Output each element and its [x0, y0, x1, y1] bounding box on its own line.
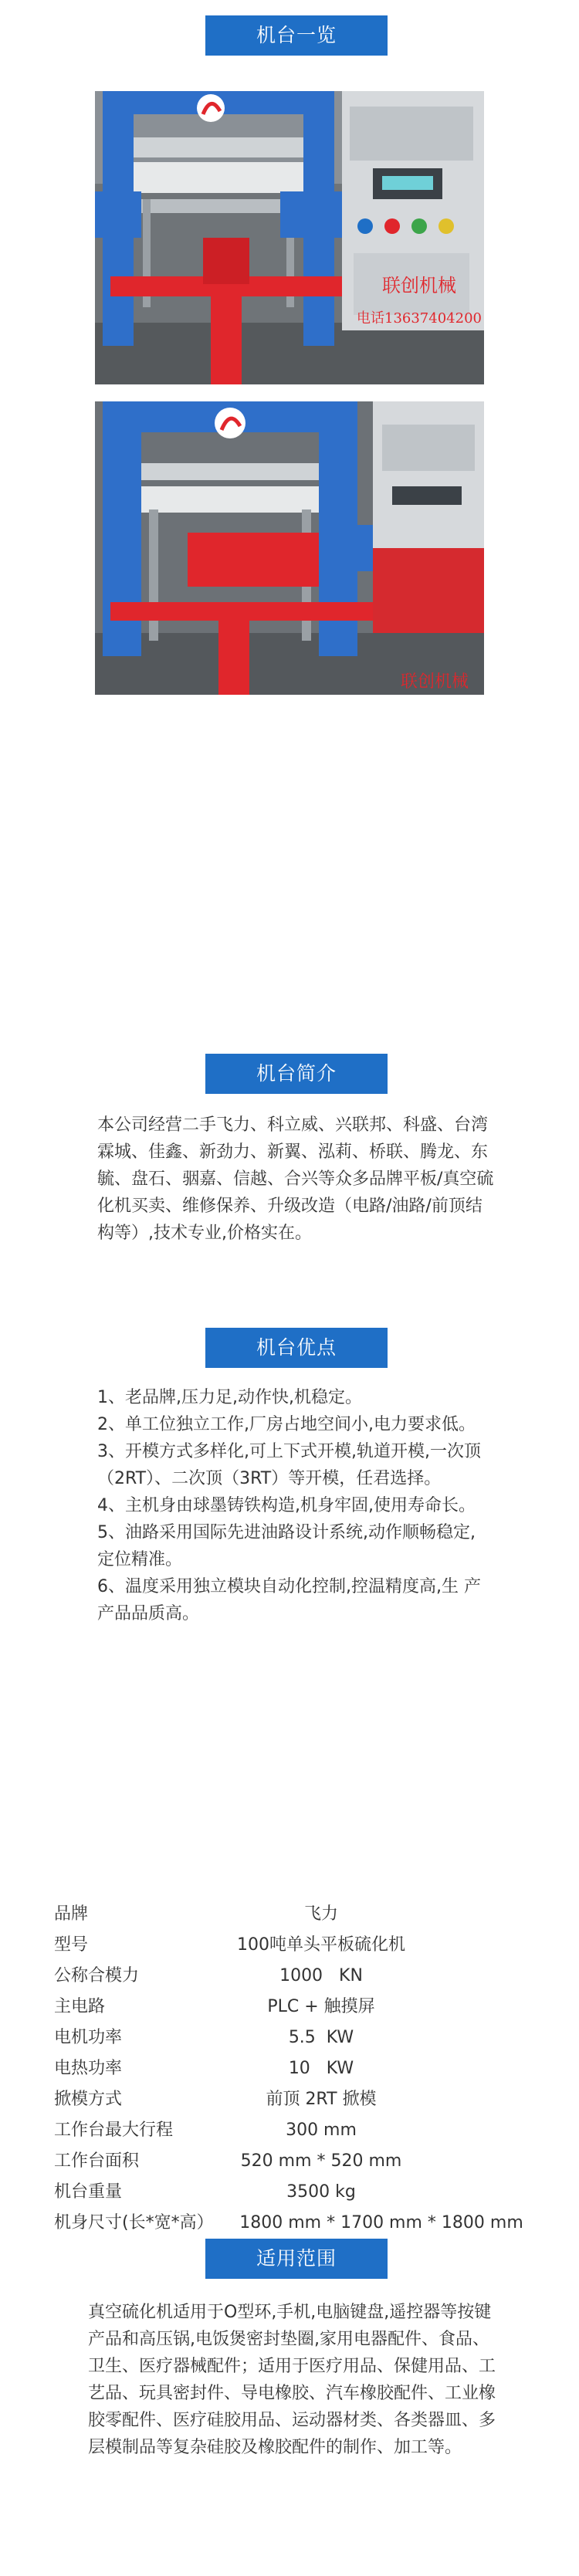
section-header-advantages: [205, 1328, 388, 1368]
machine-photo-1: [95, 91, 484, 384]
spec-label: 机身尺寸(长*宽*高）: [54, 2213, 214, 2232]
spec-value: 100吨单头平板硫化机: [237, 1935, 405, 1955]
spec-label: 电机功率: [54, 2028, 123, 2047]
spec-label: 工作台最大行程: [54, 2121, 174, 2140]
spec-label: 品牌: [54, 1904, 89, 1924]
advantage-item-5: 5、油路采用国际先进油路设计系统,动作顺畅稳定,定位精准。: [97, 1523, 476, 1569]
spec-label: 主电路: [54, 1997, 106, 2016]
spec-value: 10 KW: [288, 2059, 354, 2078]
spec-row-max-stroke: [54, 2115, 571, 2146]
spec-row-mold-opening: [54, 2084, 571, 2115]
advantages-list: [97, 1384, 491, 1627]
section-header-intro: [205, 1054, 388, 1094]
spec-value: 300 mm: [286, 2121, 357, 2140]
spec-value: 前顶 2RT 掀模: [266, 2090, 377, 2109]
spec-value: 飞力: [303, 1904, 339, 1924]
spec-value: 5.5 KW: [288, 2028, 354, 2047]
advantage-item-4: 4、主机身由球墨铸铁构造,机身牢固,使用寿命长。: [97, 1496, 476, 1515]
section-title-advantages: 机台优点: [256, 1336, 337, 1359]
spec-value: 1800 mm * 1700 mm * 1800 mm: [239, 2213, 523, 2232]
spec-label: 公称合模力: [54, 1966, 140, 1985]
intro-text: 本公司经营二手飞力、科立威、兴联邦、科盛、台湾霖城、佳鑫、新劲力、新翼、泓莉、桥联、腾龙、东毓、盘石、骃嘉、信越、合兴等众多品牌平板/真空硫化机买卖、维修保养、升级改造（电路/油路/前顶结构等）,技术专业,价格实在。: [97, 1115, 494, 1243]
spec-row-clamping-force: [54, 1961, 571, 1992]
intro-paragraph: [97, 1112, 499, 1247]
advantage-item-6: 6、温度采用独立模块自动化控制,控温精度高,生 产产品品质高。: [97, 1577, 481, 1623]
spec-label: 掀模方式: [54, 2090, 123, 2109]
scope-paragraph: [88, 2299, 497, 2461]
spec-table: [54, 1899, 571, 2239]
spec-row-heating-power: [54, 2053, 571, 2084]
section-header-overview: [205, 15, 388, 56]
spec-value: 3500 kg: [286, 2182, 356, 2202]
section-title-scope: 适用范围: [256, 2247, 337, 2270]
section-title-intro: 机台简介: [256, 1062, 337, 1085]
spec-row-motor-power: [54, 2023, 571, 2053]
advantage-item-3: 3、开模方式多样化,可上下式开模,轨道开模,一次顶（2RT）、二次顶（3RT）等开模，任君选择。: [97, 1442, 481, 1488]
spec-row-dimensions: [54, 2208, 571, 2239]
spec-label: 型号: [54, 1935, 89, 1955]
spec-row-platen-area: [54, 2146, 571, 2177]
spec-row-model: [54, 1930, 571, 1961]
scope-text: 真空硫化机适用于O型环,手机,电脑键盘,遥控器等按键产品和高压锅,电饭煲密封垫圈,家用电器配件、食品、卫生、医疗器械配件；适用于医疗用品、保健用品、工艺品、玩具密封件、导电橡胶、汽车橡胶配件、工业橡胶零配件、医疗硅胶用品、运动器材类、各类器皿、多层模制品等复杂硅胶及橡胶配件的制作、加工等。: [88, 2303, 496, 2457]
machine-photo-2: [95, 401, 484, 695]
spec-row-main-circuit: [54, 1992, 571, 2023]
spec-label: 机台重量: [54, 2182, 123, 2202]
spec-row-brand: [54, 1899, 571, 1930]
section-title-overview: 机台一览: [256, 24, 337, 46]
spec-label: 工作台面积: [54, 2151, 140, 2171]
spec-value: PLC + 触摸屏: [267, 1997, 375, 2016]
spec-row-weight: [54, 2177, 571, 2208]
spec-value: 1000 KN: [279, 1966, 363, 1985]
photo1-watermark-2: 电话13637404200: [357, 310, 482, 327]
spec-value: 520 mm * 520 mm: [240, 2151, 402, 2171]
photo1-watermark-1: 联创机械: [382, 275, 456, 296]
spec-label: 电热功率: [54, 2059, 123, 2078]
section-header-scope: [205, 2239, 388, 2279]
advantage-item-1: 1、老品牌,压力足,动作快,机稳定。: [97, 1388, 362, 1407]
photo2-watermark: 联创机械: [400, 672, 469, 692]
advantage-item-2: 2、单工位独立工作,厂房占地空间小,电力要求低。: [97, 1415, 476, 1434]
